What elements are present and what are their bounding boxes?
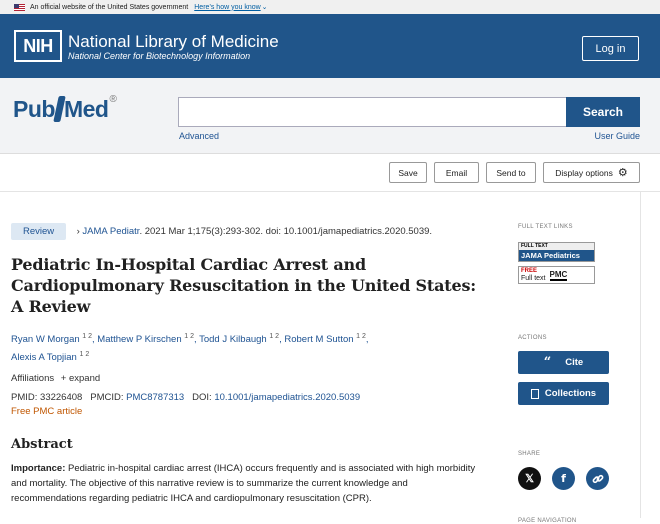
chevron-right-icon: › bbox=[76, 226, 80, 237]
full-text-links-label: FULL TEXT LINKS bbox=[518, 224, 573, 230]
search-button[interactable]: Search bbox=[566, 97, 640, 127]
quote-icon: “ bbox=[543, 355, 552, 370]
registered-mark: ® bbox=[109, 94, 117, 105]
collections-label: Collections bbox=[544, 388, 597, 399]
review-badge: Review bbox=[11, 223, 66, 240]
pmcid-label: PMCID: bbox=[90, 392, 124, 404]
share-label: SHARE bbox=[518, 451, 541, 457]
us-flag-icon bbox=[14, 4, 25, 11]
permalink-icon[interactable] bbox=[586, 467, 609, 490]
citation bbox=[77, 226, 432, 237]
share-buttons bbox=[518, 467, 638, 490]
email-button[interactable]: Email bbox=[434, 162, 479, 183]
search-input[interactable] bbox=[178, 97, 567, 127]
gear-icon: ⚙ bbox=[617, 167, 628, 179]
divider bbox=[0, 191, 660, 192]
heres-how-you-know-link[interactable]: Here’s how you know bbox=[194, 3, 261, 11]
author-affiliation-sup[interactable]: 1 2 bbox=[79, 351, 90, 359]
pmc-logo: PMC bbox=[549, 269, 568, 279]
pmc-free-text bbox=[519, 268, 546, 283]
expand-toggle[interactable]: + expand bbox=[60, 373, 101, 385]
pubmed-logo-pub: Pub bbox=[13, 96, 55, 122]
pubmed-logo[interactable] bbox=[13, 96, 117, 123]
link-chain-glyph bbox=[592, 473, 604, 485]
actions-label: ACTIONS bbox=[518, 335, 547, 341]
cite-button[interactable] bbox=[518, 351, 609, 374]
importance-label: Importance: bbox=[11, 463, 66, 475]
x-twitter-icon[interactable]: 𝕏 bbox=[518, 467, 541, 490]
save-button[interactable]: Save bbox=[389, 162, 427, 183]
affiliations-label: Affiliations bbox=[11, 373, 55, 385]
user-guide-link[interactable]: User Guide bbox=[594, 131, 640, 141]
login-button[interactable]: Log in bbox=[582, 36, 639, 61]
abstract-heading: Abstract bbox=[11, 437, 73, 453]
page-navigation-label: PAGE NAVIGATION bbox=[518, 518, 577, 524]
pmc-free-label: FREE bbox=[521, 267, 538, 274]
pmc-full-text-label: Full text bbox=[521, 274, 546, 282]
author-affiliation-sup[interactable]: 1 2 bbox=[356, 333, 366, 340]
article bbox=[11, 221, 481, 506]
cite-label: Cite bbox=[565, 357, 584, 368]
pmid-value: 33226408 bbox=[40, 392, 83, 404]
bookmark-icon bbox=[531, 389, 539, 399]
pmc-full-text-link[interactable] bbox=[518, 266, 595, 284]
affiliations-row[interactable] bbox=[11, 371, 481, 386]
sidebar bbox=[518, 224, 638, 524]
author-affiliation-sup[interactable]: 1 2 bbox=[184, 333, 194, 340]
nih-header bbox=[0, 14, 660, 78]
author-affiliation-sup[interactable]: 1 2 bbox=[269, 333, 280, 340]
collections-button[interactable] bbox=[518, 382, 609, 405]
author-link[interactable]: Alexis A Topjian bbox=[11, 352, 77, 364]
importance-text: Pediatric in-hospital cardiac arrest (IHCA) occurs frequently and is associated with high morbidity and mortality. The objective of this narrative review is to summarize the current knowledge and recommendations regarding pediatric IHCA and cardiopulmonary resuscitation (CPR). bbox=[11, 463, 476, 505]
gov-banner bbox=[0, 0, 660, 14]
pmid-label: PMID: bbox=[11, 392, 38, 404]
citation-line bbox=[11, 221, 481, 240]
author-link[interactable]: Ryan W Morgan bbox=[11, 334, 80, 346]
jama-full-text-caption: FULL TEXT bbox=[519, 243, 594, 250]
journal-link[interactable]: JAMA Pediatr bbox=[82, 226, 140, 237]
nlm-title: National Library of Medicine bbox=[68, 31, 279, 51]
nih-logo[interactable]: NIH bbox=[14, 30, 62, 62]
identifiers-row bbox=[11, 390, 481, 405]
pmcid-link[interactable]: PMC8787313 bbox=[126, 392, 185, 404]
doi-link[interactable]: 10.1001/jamapediatrics.2020.5039 bbox=[214, 392, 361, 404]
gov-banner-text: An official website of the United States government bbox=[30, 3, 189, 11]
article-title: Pediatric In-Hospital Cardiac Arrest and Cardiopulmonary Resuscitation in the United States: A Review bbox=[11, 255, 476, 316]
action-bar bbox=[389, 162, 640, 183]
display-options-label: Display options bbox=[555, 167, 613, 178]
facebook-icon[interactable]: f bbox=[552, 467, 575, 490]
nlm-title-block[interactable] bbox=[68, 32, 279, 61]
doi-label: DOI: bbox=[192, 392, 212, 404]
display-options-button[interactable] bbox=[543, 162, 640, 183]
advanced-search-link[interactable]: Advanced bbox=[179, 131, 220, 141]
abstract-importance bbox=[11, 461, 481, 506]
sidebar-divider bbox=[640, 191, 641, 518]
author-link[interactable]: Todd J Kilbaugh bbox=[199, 334, 267, 346]
author-link[interactable]: Robert M Sutton bbox=[284, 334, 354, 346]
search-area bbox=[0, 78, 660, 154]
citation-text: . 2021 Mar 1;175(3):293-302. doi: 10.1001/jamapediatrics.2020.5039. bbox=[139, 226, 433, 237]
author-link[interactable]: Matthew P Kirschen bbox=[97, 334, 182, 346]
send-to-button[interactable]: Send to bbox=[486, 162, 536, 183]
jama-pediatrics-label: JAMA Pediatrics bbox=[519, 250, 594, 261]
chevron-down-icon[interactable]: ⌄ bbox=[261, 4, 268, 11]
free-pmc-article-badge: Free PMC article bbox=[11, 406, 83, 418]
authors-list: Ryan W Morgan $^{1 2}$, Matthew P Kirschen $^{1 2}$, Todd J Kilbaugh $^{1 2}$, Robert M Sutton $^{1 2}$, Alexis A Topjian $^{1 2}$ bbox=[11, 333, 369, 364]
author-affiliation-sup[interactable]: 1 2 bbox=[82, 333, 93, 340]
ncbi-subtitle: National Center for Biotechnology Information bbox=[68, 50, 251, 61]
jama-full-text-link[interactable] bbox=[518, 242, 595, 262]
pubmed-logo-med: Med bbox=[63, 96, 109, 122]
